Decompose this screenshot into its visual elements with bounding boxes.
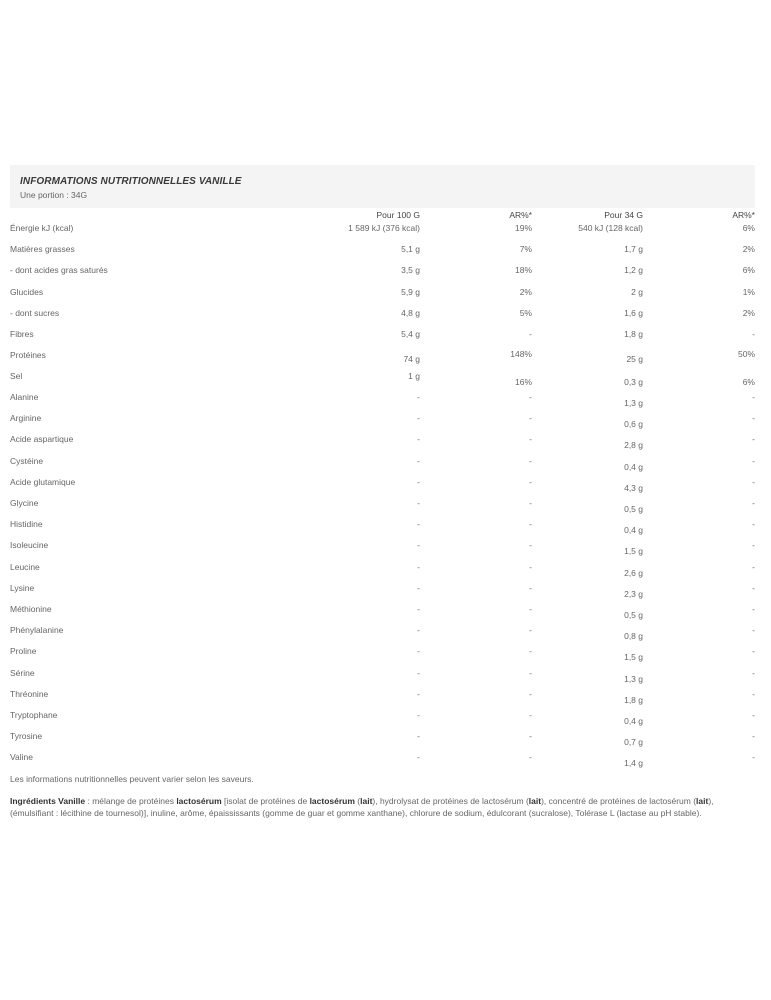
cell-per34: 1,5 g [624,546,643,556]
cell-ar1: - [529,583,532,593]
table-row [0,710,771,730]
cell-ar1: - [529,519,532,529]
table-row [0,752,771,772]
table-row [0,223,771,243]
cell-per34: 1,7 g [624,244,643,254]
table-row [0,646,771,666]
cell-ar1: 7% [519,244,532,254]
cell-ar1: 148% [510,349,532,359]
cell-per100: - [417,625,420,635]
nutrient-name: - dont acides gras saturés [10,265,108,275]
nutrient-name: Énergie kJ (kcal) [10,223,74,233]
cell-per34: 1,5 g [624,652,643,662]
cell-ar2: - [752,562,755,572]
cell-per34: 1,6 g [624,308,643,318]
cell-ar1: - [529,434,532,444]
nutrient-name: Lysine [10,583,35,593]
cell-per34: 0,6 g [624,419,643,429]
nutrient-name: Thréonine [10,689,49,699]
nutrient-name: Histidine [10,519,43,529]
column-header-per100: Pour 100 G [376,210,420,220]
cell-ar1: 18% [514,265,532,275]
cell-ar2: - [752,477,755,487]
cell-per34: 2 g [631,287,643,297]
cell-ar1: - [529,456,532,466]
table-row [0,308,771,328]
cell-per34: 540 kJ (128 kcal) [578,223,643,233]
ingredient-text: ), (émulsifiant : lécithine de tournesol)], inuline, arôme, épaississants (gomme de guar et gomme xanthane), chlorure de sodium, édulcorant (sucralose), Tolérase L (lactase au pH stable). [10,796,714,818]
nutrient-name: Alanine [10,392,39,402]
table-row [0,329,771,349]
cell-per100: - [417,413,420,423]
cell-ar1: 2% [519,287,532,297]
ingredient-text: ), concentré de protéines de lactosérum ( [541,796,697,806]
nutrient-name: Protéines [10,350,46,360]
ingredient-text: ), hydrolysat de protéines de lactosérum ( [372,796,529,806]
ingredient-text: [isolat de protéines de [221,796,310,806]
cell-per34: 0,4 g [624,716,643,726]
cell-per100: - [417,689,420,699]
cell-ar2: 2% [742,244,755,254]
cell-per100: 1 589 kJ (376 kcal) [348,223,420,233]
cell-per34: 0,4 g [624,462,643,472]
cell-per100: - [417,583,420,593]
table-row [0,392,771,412]
ingredient-text: ( [354,796,361,806]
cell-per100: - [417,646,420,656]
table-row [0,265,771,285]
table-row [0,562,771,582]
ingredient-text: : mélange de protéines [85,796,177,806]
cell-per100: 5,4 g [401,329,420,339]
ingredient-highlight: Ingrédients Vanille [10,796,86,806]
ingredient-highlight: lactosérum [309,796,355,806]
ingredient-highlight: lait [528,796,542,806]
cell-ar1: 16% [514,377,532,387]
table-row [0,456,771,476]
cell-per34: 2,6 g [624,568,643,578]
nutrition-header [10,165,755,208]
table-row [0,244,771,264]
cell-ar1: 5% [519,308,532,318]
page-title: INFORMATIONS NUTRITIONNELLES VANILLE [20,176,242,187]
table-row [0,350,771,370]
table-row [0,477,771,497]
cell-ar2: - [752,710,755,720]
cell-per34: 1,8 g [624,695,643,705]
cell-ar2: - [752,434,755,444]
table-row [0,604,771,624]
cell-ar1: 19% [514,223,532,233]
nutrient-name: Leucine [10,562,40,572]
cell-ar2: - [752,604,755,614]
cell-per100: 1 g [408,371,420,381]
cell-ar2: - [752,668,755,678]
ingredient-highlight: lait [696,796,709,806]
nutrient-name: Méthionine [10,604,52,614]
cell-ar1: - [529,498,532,508]
cell-ar1: - [529,731,532,741]
cell-ar1: - [529,477,532,487]
nutrient-name: Valine [10,752,33,762]
cell-ar2: 1% [742,287,755,297]
cell-ar2: - [752,731,755,741]
nutrient-name: Matières grasses [10,244,75,254]
cell-ar2: - [752,752,755,762]
table-row [0,625,771,645]
table-row [0,519,771,539]
cell-ar2: - [752,689,755,699]
cell-ar2: - [752,583,755,593]
cell-per34: 0,4 g [624,525,643,535]
table-row [0,583,771,603]
cell-ar2: - [752,392,755,402]
cell-per100: - [417,456,420,466]
cell-ar2: - [752,646,755,656]
cell-per100: - [417,668,420,678]
disclaimer-note: Les informations nutritionnelles peuvent varier selon les saveurs. [10,774,254,784]
cell-ar2: 50% [737,349,755,359]
nutrient-name: Proline [10,646,37,656]
cell-ar1: - [529,752,532,762]
ingredients-text [10,795,755,819]
column-header-ar1: AR%* [509,210,532,220]
table-row [0,540,771,560]
cell-ar2: 2% [742,308,755,318]
table-row [0,689,771,709]
cell-per100: - [417,604,420,614]
ingredient-highlight: lait [360,796,373,806]
table-row [0,668,771,688]
cell-ar1: - [529,540,532,550]
cell-ar2: 6% [742,377,755,387]
table-row [0,287,771,307]
nutrient-name: Cystéine [10,456,44,466]
cell-ar2: 6% [742,223,755,233]
column-header-per34: Pour 34 G [604,210,643,220]
nutrient-name: Arginine [10,413,42,423]
cell-per34: 25 g [626,354,643,364]
nutrient-name: Acide aspartique [10,434,74,444]
cell-per100: 4,8 g [401,308,420,318]
nutrient-name: Acide glutamique [10,477,76,487]
nutrient-name: - dont sucres [10,308,60,318]
table-row [0,434,771,454]
cell-ar2: - [752,625,755,635]
cell-ar2: - [752,498,755,508]
cell-per100: - [417,392,420,402]
cell-per34: 2,3 g [624,589,643,599]
cell-per34: 4,3 g [624,483,643,493]
cell-per100: 3,5 g [401,265,420,275]
cell-per34: 0,5 g [624,504,643,514]
cell-per34: 2,8 g [624,440,643,450]
cell-ar1: - [529,562,532,572]
cell-per34: 0,5 g [624,610,643,620]
cell-ar1: - [529,413,532,423]
cell-per100: - [417,498,420,508]
table-row [0,731,771,751]
nutrient-name: Fibres [10,329,34,339]
cell-ar1: - [529,625,532,635]
cell-per100: - [417,562,420,572]
nutrient-name: Tryptophane [10,710,58,720]
cell-per100: - [417,477,420,487]
cell-ar2: - [752,456,755,466]
cell-per100: - [417,710,420,720]
cell-ar2: - [752,519,755,529]
table-row [0,498,771,518]
cell-per34: 1,3 g [624,674,643,684]
cell-ar2: 6% [742,265,755,275]
nutrient-name: Isoleucine [10,540,49,550]
cell-ar2: - [752,413,755,423]
table-row [0,413,771,433]
cell-per100: 74 g [403,354,420,364]
cell-per100: - [417,540,420,550]
nutrient-name: Sérine [10,668,35,678]
cell-per100: 5,1 g [401,244,420,254]
cell-per100: - [417,519,420,529]
nutrient-name: Tyrosine [10,731,43,741]
column-header-ar2: AR%* [732,210,755,220]
cell-per34: 1,3 g [624,398,643,408]
cell-ar2: - [752,329,755,339]
nutrient-name: Glucides [10,287,44,297]
cell-per34: 0,3 g [624,377,643,387]
cell-ar1: - [529,604,532,614]
cell-per34: 0,8 g [624,631,643,641]
nutrient-name: Phénylalanine [10,625,64,635]
table-row [0,371,771,391]
cell-per34: 1,8 g [624,329,643,339]
nutrient-name: Glycine [10,498,39,508]
ingredient-highlight: lactosérum [176,796,222,806]
cell-ar1: - [529,329,532,339]
nutrient-name: Sel [10,371,23,381]
cell-per100: - [417,752,420,762]
cell-per34: 1,4 g [624,758,643,768]
cell-ar1: - [529,689,532,699]
cell-per100: - [417,434,420,444]
cell-per100: - [417,731,420,741]
cell-ar1: - [529,668,532,678]
cell-ar2: - [752,540,755,550]
cell-ar1: - [529,646,532,656]
cell-ar1: - [529,710,532,720]
cell-per100: 5,9 g [401,287,420,297]
cell-per34: 1,2 g [624,265,643,275]
cell-per34: 0,7 g [624,737,643,747]
cell-ar1: - [529,392,532,402]
portion-size: Une portion : 34G [20,190,88,200]
